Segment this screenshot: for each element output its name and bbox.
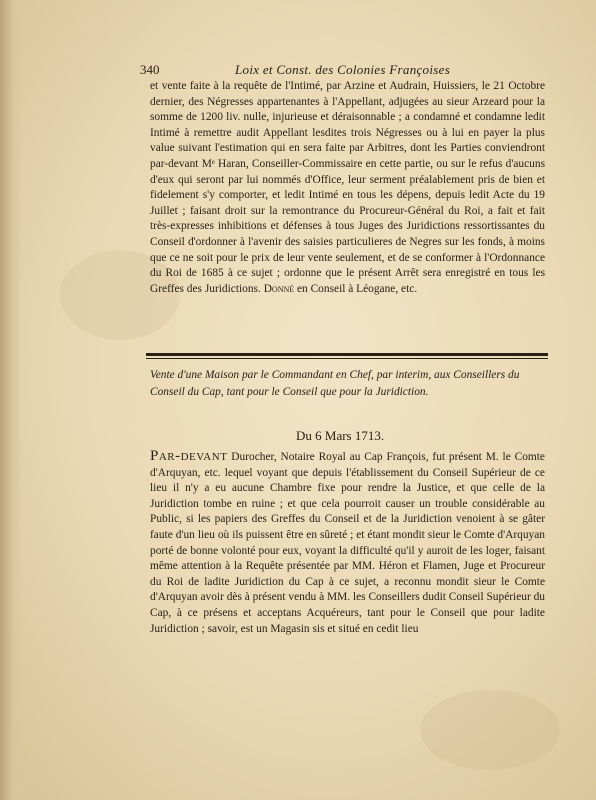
main-paragraph xyxy=(150,449,545,637)
closing-formula: Donné xyxy=(263,282,295,295)
section-divider-thick xyxy=(146,353,548,356)
section-divider-thin xyxy=(146,358,548,359)
running-title: Loix et Const. des Colonies Françoises xyxy=(235,62,451,77)
closing-text: en Conseil à Léogane, etc. xyxy=(294,282,418,295)
section-title: Vente d'une Maison par le Commandant en Chef, par interim, aux Conseillers du Conseil du Cap, tant pour le Conseil que pour la Juridiction. xyxy=(150,369,520,398)
paper-stain xyxy=(420,690,560,770)
page-fold-shadow xyxy=(0,0,22,800)
paragraph-text: Durocher, Notaire Royal au Cap François, fut présent M. le Comte d'Arquyan, etc. lequel voyant que depuis l'établissement du Conseil Supérieur de ce lieu il n'y a eu aucune Chambre fixe pour rendre la Justice, et que celle de la Juridiction tombe en ruine ; et que cela pourroit causer un trouble considérable au Public, si les papiers des Greffes du Conseil et de la Juridiction venoient à se gâter faute d'un lieu où ils puissent être en sûreté ; et étant mondit sieur le Comte d'Arquyan porté de bonne volonté pour eux, voyant la difficulté qu'il y auroit de les loger, faisant même attention à la Requête présentée par MM. Héron et Flamen, Juge et Procureur du Roi de ladite Juridiction du Cap à ce sujet, a reconnu mondit sieur le Comte d'Arquyan avoir dès à présent vendu à MM. les Conseillers dudit Conseil Supérieur du Cap, à ce présens et acceptans Acquéreurs, tant pour le Conseil que pour ladite Juridiction ; savoir, est un Magasin sis et situé en cedit lieu xyxy=(150,451,545,635)
continued-paragraph xyxy=(150,79,545,297)
page-number: 340 xyxy=(140,62,160,77)
section-date: Du 6 Mars 1713. xyxy=(296,428,385,443)
paragraph-lead: Par-devant xyxy=(150,448,228,464)
paragraph-text: et vente faite à la requête de l'Intimé, par Arzine et Audrain, Huissiers, le 21 Octobre dernier, des Négresses appartenantes à l'Appellant, adjugées au sieur Arzeard pour la somme de 1200 liv. nulle, injurieuse et déraisonnable ; a condamné et condamne ledit Intimé à remettre audit Appellant lesdites trois Négresses ou à lui en payer la plus value suivant l'estimation qui en sera faite par Arbitres, dont les Parties conviendront par-devant Mᵉ Haran, Conseiller-Commissaire en cette partie, ou sur le refus d'aucuns d'eux qui seront par lui nommés d'Office, leur serment préalablement pris de bien et fidelement s'y comporter, et ledit Intimé en tous les dépens, depuis ledit Acte du 19 Juillet ; faisant droit sur la remontrance du Procureur-Général du Roi, a fait et fait très-expresses inhibitions et défenses à tous Juges des Juridictions ressortissantes du Conseil d'ordonner à l'avenir des saisies particulieres de Negres sur les fonds, à moins que ce ne soit pour le prix de leur vente seulement, et de se conformer à l'Ordonnance du Roi de 1685 à ce sujet ; ordonne que le présent Arrêt sera enregistré en tous les Greffes des Juridictions. xyxy=(150,80,545,295)
